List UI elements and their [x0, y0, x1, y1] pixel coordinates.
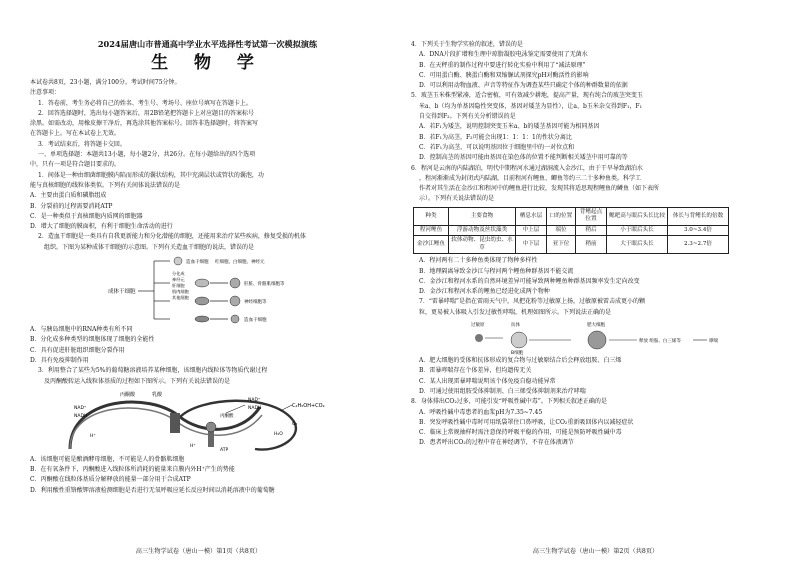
q4-option-b: B．在天秤重的制作过程中要进行转化实验中利用了“减法原理”: [419, 61, 586, 69]
q3-option-c: C．丙酮酸在线粒体基质分解释放的能量一部分用于合成ATP: [30, 476, 191, 484]
question-5-stem: 5．玻茎玉米株型紧凑，适合密植，可有效减少耕地，提高产量，现有纯合的玻茎突变玉: [411, 92, 643, 100]
fig-label: NADH: [248, 405, 262, 411]
exam-title: 2024届唐山市普通高中学业水平选择性考试第一次模拟演练: [97, 39, 318, 49]
table-cell: 稍后: [576, 225, 607, 236]
table-cell: 稍前: [576, 236, 607, 254]
fig-label: ATP: [220, 447, 229, 453]
question-6-stem: 6．程河是云南的内陆湖泊，明代中期程河水通过湖洞流入金沙江，由于干旱导致湖泊水: [411, 164, 643, 172]
question-4-stem: 4．下列关于生物学实验的叙述，错误的是: [411, 41, 523, 48]
q3-option-b: B．在有氧条件下，丙酮酸进入线粒体所消耗的能量来自膜内外H⁺产生的势能: [30, 466, 235, 474]
q6-option-b: B．地理隔离导致金沙江与程河两个鲤鱼种群基因不能交流: [419, 267, 574, 275]
fig-label: 抗体: [511, 323, 520, 329]
q6-option-c: C．金沙江和程河水系的自然环境差异可能导致两种鲤鱼种群基因频率发生定向改变: [419, 277, 640, 285]
table-cell: 亚下位: [547, 236, 576, 254]
question-6-stem: ，程河渐渐成为封闭式内陆湖，目前程河有鲤鱼、鲫鱼等约三二十多种鱼类。科学工: [419, 174, 642, 182]
cell-icon: [195, 316, 209, 322]
table-row: [414, 236, 729, 254]
table-header: 栖息水层: [516, 207, 547, 225]
fig-center-label: 成体干细胞: [108, 289, 136, 296]
q8-option-d: D．患者呼出CO₂的过程中存在神经调节，不存在体液调节: [419, 439, 574, 447]
question-5-stem: 米a、b（均为单基因隐性突变体，基因对矮茎为显性），让a、b玉米杂交得到F₁，F₁: [419, 102, 642, 110]
asthma-mechanism-figure: [411, 318, 778, 356]
fig-label: 过敏原: [471, 323, 485, 329]
q7-option-b: B．雷暴哮喘存在个体差异，但均遗传无关: [419, 367, 532, 375]
cell-icon: [174, 257, 182, 265]
fig-label: NADH: [74, 413, 88, 419]
fig-output-label: 造血干细胞: [244, 318, 267, 324]
fig-label: B细胞: [511, 351, 524, 357]
fig-label: 哮喘: [709, 339, 718, 345]
cell-icon: [195, 279, 209, 287]
q6-option-a: A．程河两有二十多种鱼类体现了物种多样性: [419, 257, 538, 265]
question-2-stem: 组织。下图为某种成体干细胞的示意图。下列有关造血干细胞的说法，错误的是: [44, 243, 255, 251]
notice-line: 2．回答选择题时，选出每小题答案后，用2B铅笔把答题卡上对应题目的答案标号: [38, 109, 255, 117]
question-1-stem: 1．间体是一种由细菌细胞膜内陷而形成的囊状结构，其中充满层状或管状的囊泡，功: [38, 171, 264, 179]
fig-top-label: 红细胞、白细胞、神经元: [215, 260, 265, 266]
notice-line: 在答题卡上。写在本试卷上无效。: [30, 130, 121, 138]
q5-option-b: B．若F₁为高茎，F₂可能会出现1：1：1：1的性状分离比: [419, 133, 572, 141]
notice-line: 1．答卷前，考生务必将自己的姓名、考生号、考场号、座位号填写在答题卡上。: [38, 99, 252, 107]
fig-label: H₂O: [274, 431, 283, 437]
table-header: 背鳍起点位置: [576, 207, 607, 225]
notice-heading: 注意事项：: [30, 89, 61, 97]
table-cell: 金沙江鲤鱼: [414, 236, 449, 254]
fig-label: NAD⁺: [74, 405, 87, 411]
fig-top-label: 造血干细胞: [186, 260, 209, 266]
q6-option-d: D．金沙江和程河水系的鲤鱼已经进化成两个物种: [419, 288, 550, 296]
q8-option-b: B．突发呼吸性碱中毒时可用纸袋罩住口鼻呼吸，让CO₂重新吸回体内以减轻症状: [419, 418, 634, 426]
table-cell: 程河鲤鱼: [414, 225, 449, 236]
fig-output-label: 神经细胞等: [244, 300, 267, 306]
question-1-stem: 能与真核细胞的线粒体类似。下列有关间体说法错误的是: [30, 181, 181, 189]
question-7-stem: 粒，更易被人体吸入引发过敏性哮喘，机理如图所示。下列说法正确的是: [419, 308, 612, 316]
q3-option-a: A．该细胞可能是酿酒酵母细胞，不可能是人的骨骼肌细胞: [30, 455, 185, 463]
mast-cell-icon: [588, 331, 606, 349]
fig-label: C₂H₅OH+CO₂: [292, 402, 325, 409]
cell-icon: [195, 297, 209, 305]
question-5-stem: 自交得到F₂。下列有关分析错误的是: [419, 113, 516, 121]
question-7-stem: 7．“雷暴哮喘”是指在雷雨天气中，风把花粉等过敏原上扬，过敏原被雷击成更小的颗: [419, 298, 645, 306]
page-1-footer: 高三生物学试卷（唐山一模）第1页（共8页）: [135, 548, 262, 555]
q2-option-a: A．与胰岛细胞中的RNA种类有所不同: [30, 326, 133, 334]
q2-option-d: D．具有免疫抑制作用: [30, 356, 89, 364]
fig-mid-label: 肌肉细胞: [172, 289, 189, 295]
cell-icon: [231, 315, 239, 323]
q5-option-a: A．若F₁为矮茎，说明控制突变玉米a、b的矮茎基因可能为相同基因: [419, 123, 600, 131]
q2-option-c: C．具有促进肝脏组织细胞分裂作用: [30, 346, 125, 354]
transporter-icon: [170, 413, 180, 433]
page-2-footer: 高三生物学试卷（唐山一模）第2页（共8页）: [532, 548, 659, 555]
fig-label: 丙酮酸: [120, 391, 136, 398]
fig-output-label: 肝脏、骨骼肌细胞等: [244, 282, 285, 288]
table-header: 主要食物: [449, 207, 516, 225]
fig-label: 释放 组胺、白三烯等: [639, 339, 681, 345]
question-6-stem: 作者对其生活在金沙江和程河中的鲤鱼进行比较，发现其将适思现程鲤鱼的鳞鱼（如下表所: [419, 185, 660, 193]
fig-mid-label: 分化成: [172, 271, 185, 277]
q5-option-d: D．控制高茎的基因可能由基因在染色体的位置不能判断相关矮茎中用可靠的等: [419, 154, 628, 162]
q7-option-a: A．肥大细胞的受体和抗体形成的复合物与过敏原结合后会释放组胺、白三烯: [419, 357, 622, 365]
table-cell: 小于眼后头长: [607, 225, 668, 236]
table-row: [414, 225, 729, 236]
q8-option-a: A．呼吸性碱中毒患者的血浆pH为7.35~7.45: [419, 408, 543, 416]
table-cell: 3.0~3.4倍: [668, 225, 729, 236]
question-2-stem: 2．造血干细胞是一类具有自我更新能力和分化潜能的细胞，还能用来治疗某些疾病，修复受损的机体: [38, 233, 306, 241]
fig-label: 乳酸: [152, 391, 163, 398]
q1-option-c: C．是一种类似于真核细胞内质网的细胞器: [30, 212, 143, 220]
q1-option-d: D．增大了细胞的膜面积，有利于细胞生命活动的进行: [30, 223, 173, 231]
q4-option-a: A．DNA片段扩增和生理中琼脂凝胶电泳鉴定需要使用了无菌水: [419, 51, 588, 59]
table-cell: 端位: [547, 225, 576, 236]
table-cell: 2.3~2.7倍: [668, 236, 729, 254]
q4-option-d: D．可以利用动物血液、声音等特征作为调查某些只确定个体的种群数量的依据: [419, 82, 628, 90]
subject-title: 生 物 学: [151, 53, 264, 73]
q2-option-b: B．分化成多种类型的细胞体现了细胞的全能性: [30, 336, 155, 344]
section-heading: 中，只有一项是符合题目要求的。: [30, 161, 121, 169]
cell-icon: [230, 296, 240, 306]
question-3-stem: 及丙酮酸转运入线粒体基质的过程如下图所示。下列有关说法错误的是: [44, 377, 231, 385]
q1-option-a: A．主要由蛋白质和磷脂组成: [30, 192, 107, 200]
table-cell: 浮游动物及丝状藻类: [449, 225, 516, 236]
fig-mid-label: 肝细胞: [172, 283, 185, 289]
fig-mid-label: 神经元: [172, 277, 185, 283]
question-8-stem: 8．身体排出CO₂过多，可能引发“呼吸性碱中毒”。下列相关叙述正确的是: [411, 398, 607, 406]
notice-line: 3．考试结束后，将答题卡交回。: [38, 140, 126, 148]
table-header: 体长与背鳍长的倍数: [668, 207, 729, 225]
table-cell: 软体动物、昆虫幼虫、水草: [449, 236, 516, 254]
table-header: 鳃耙高与眼后头长比较: [607, 207, 668, 225]
table-header-row: [414, 207, 729, 225]
stem-cell-figure: [30, 253, 385, 325]
fig-label: O₂: [292, 421, 298, 427]
question-3-stem: 3．利用整合了某些为5%的葡萄糖溶液培养某种细胞，该细胞内线粒体等物质代谢过程: [38, 367, 268, 375]
fig-label: H⁺: [90, 433, 96, 439]
q7-option-d: D．可通过使用组胺受体抑制剂、白三烯受体抑制剂来治疗哮喘: [419, 387, 586, 395]
table-cell: 中下层: [516, 236, 547, 254]
q7-option-c: C．某人出现雷暴哮喘说明该个体免疫自稳功能异常: [419, 377, 556, 385]
mitochondria-figure: [30, 387, 385, 455]
atp-synthase-icon: [206, 422, 216, 432]
table-header: 种类: [414, 207, 449, 225]
q3-option-d: D．利用酸性重铬酸钾溶液检测细胞是否进行无氧呼吸应延长反应时间以消耗溶液中的葡萄糖: [30, 486, 275, 494]
question-6-stem: 示）。下列有关说法错误的是: [419, 195, 495, 203]
q4-option-c: C．可用蛋白酶、胰蛋白酶和双缩脲试剂探究pH对酶活性的影响: [419, 71, 589, 79]
fig-label: H⁺: [190, 443, 196, 449]
fish-comparison-table: [413, 207, 729, 255]
q8-option-c: C．临床上常规抽样时需注意保持呼吸平稳的作用，可能是预防呼吸性碱中毒: [419, 429, 622, 437]
exam-info: 本试卷共8页，23小题，满分100分。考试时间75分钟。: [30, 79, 181, 86]
table-header: 口的位置: [547, 207, 576, 225]
cell-icon: [230, 278, 240, 288]
table-cell: 中上层: [516, 225, 547, 236]
q1-option-b: B．分裂前的过程需要消耗ATP: [30, 202, 113, 210]
page-2: [397, 0, 794, 561]
fig-label: 肥大细胞: [587, 323, 605, 329]
table-cell: 大于眼后头长: [607, 236, 668, 254]
fig-label: 丙酮酸: [220, 413, 234, 419]
fig-mid-label: 其他细胞: [172, 295, 189, 301]
fig-label: NAD⁺: [248, 397, 261, 403]
allergen-icon: [475, 334, 483, 342]
section-heading: 一、单项选择题：本题共13小题，每小题2分，共26分。在每小题给出的四个选项: [38, 151, 256, 159]
q5-option-c: C．若F₁为高茎，可以说明基因位于细胞里中的一对位点和: [419, 143, 575, 151]
b-cell-icon: [511, 332, 527, 348]
notice-line: 涂黑。如需改动，用橡皮擦干净后，再选涂其他答案标号。回答非选择题时，将答案写: [30, 120, 259, 128]
